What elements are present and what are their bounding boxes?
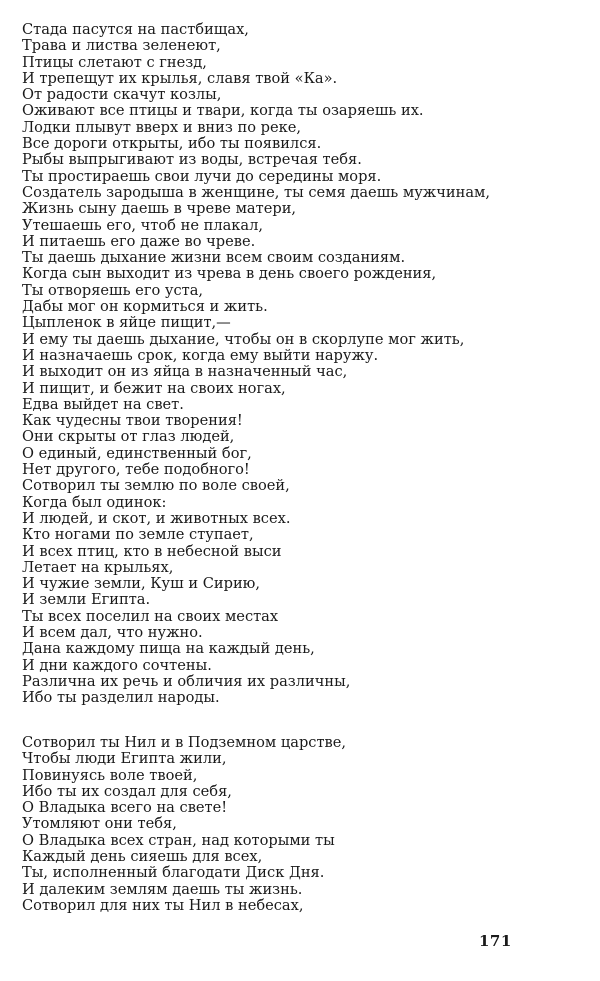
poem-line: Ты отворяешь его уста, xyxy=(22,281,204,299)
poem-line: И всем дал, что нужно. xyxy=(22,623,203,641)
poem-line: Чтобы люди Египта жили, xyxy=(22,750,227,768)
poem-line: И ему ты даешь дыхание, чтобы он в скорлупе мог жить, xyxy=(22,330,465,348)
poem-line: Птицы слетают с гнезд, xyxy=(22,53,207,71)
poem-line: Кто ногами по земле ступает, xyxy=(22,526,254,544)
poem-line: Они скрыты от глаз людей, xyxy=(22,428,235,446)
poem-line: От радости скачут козлы, xyxy=(22,86,222,104)
poem-line: И трепещут их крылья, славя твой «Ка». xyxy=(22,69,338,87)
poem-line: И всех птиц, кто в небесной выси xyxy=(22,542,282,560)
poem-line: Утомляют они тебя, xyxy=(22,815,177,833)
poem-line: И пищит, и бежит на своих ногах, xyxy=(22,379,286,397)
poem-line: Стада пасутся на пастбищах, xyxy=(22,21,249,38)
poem-line: Когда был одинок: xyxy=(22,493,167,511)
poem-line: И дни каждого сочтены. xyxy=(22,656,212,674)
poem-line: Различна их речь и обличия их различны, xyxy=(22,672,351,690)
poem-line: Ибо ты их создал для себя, xyxy=(22,782,232,800)
poem-line: Дана каждому пища на каждый день, xyxy=(22,640,315,658)
poem-line: Все дороги открыты, ибо ты появился. xyxy=(22,135,322,153)
poem-line: Сотворил ты землю по воле своей, xyxy=(22,477,290,495)
poem-line: Каждый день сияешь для всех, xyxy=(22,848,263,866)
poem-line: И выходит он из яйца в назначенный час, xyxy=(22,363,348,381)
poem-line: О единый, единственный бог, xyxy=(22,444,252,462)
poem-line: Утешаешь его, чтоб не плакал, xyxy=(22,216,264,234)
poem-line: Ты простираешь свои лучи до середины моря. xyxy=(22,167,382,185)
poem-line: Жизнь сыну даешь в чреве матери, xyxy=(22,200,297,218)
poem-stanza-1 xyxy=(22,22,490,706)
poem-line: И земли Египта. xyxy=(22,591,151,609)
poem-line: Дабы мог он кормиться и жить. xyxy=(22,298,268,316)
poem-line: Сотворил ты Нил и в Подземном царстве, xyxy=(22,734,347,751)
poem-line: Создатель зародыша в женщине, ты семя даешь мужчинам, xyxy=(22,183,491,201)
poem-line: Ибо ты разделил народы. xyxy=(22,689,220,707)
poem-line: Трава и листва зеленеют, xyxy=(22,37,221,55)
poem-line: Ты всех поселил на своих местах xyxy=(22,607,279,625)
poem-line: Когда сын выходит из чрева в день своего рождения, xyxy=(22,265,437,283)
poem-stanza-2 xyxy=(22,735,346,914)
poem-line: И чужие земли, Куш и Сирию, xyxy=(22,575,261,593)
poem-line: Лодки плывут вверх и вниз по реке, xyxy=(22,118,302,136)
poem-line: Нет другого, тебе подобного! xyxy=(22,461,250,479)
poem-line: Ты даешь дыхание жизни всем своим созданиям. xyxy=(22,249,406,267)
poem-line: Ты, исполненный благодати Диск Дня. xyxy=(22,864,325,882)
poem-line: И питаешь его даже во чреве. xyxy=(22,232,256,250)
page-number: 171 xyxy=(479,932,512,950)
poem-line: Повинуясь воле твоей, xyxy=(22,766,198,784)
poem-line: Летает на крыльях, xyxy=(22,558,174,576)
poem-line: Сотворил для них ты Нил в небесах, xyxy=(22,896,304,914)
poem-line: И далеким землям даешь ты жизнь. xyxy=(22,880,303,898)
poem-line: О Владыка всех стран, над которыми ты xyxy=(22,831,335,849)
poem-line: Едва выйдет на свет. xyxy=(22,395,184,413)
poem-line: Рыбы выпрыгивают из воды, встречая тебя. xyxy=(22,151,362,169)
poem-line: О Владыка всего на свете! xyxy=(22,799,228,817)
poem-line: И назначаешь срок, когда ему выйти наружу. xyxy=(22,346,379,364)
poem-line: Оживают все птицы и твари, когда ты озаряешь их. xyxy=(22,102,424,120)
poem-line: Как чудесны твои творения! xyxy=(22,412,243,430)
poem-line: Цыпленок в яйце пищит,— xyxy=(22,314,231,332)
poem-line: И людей, и скот, и животных всех. xyxy=(22,509,291,527)
